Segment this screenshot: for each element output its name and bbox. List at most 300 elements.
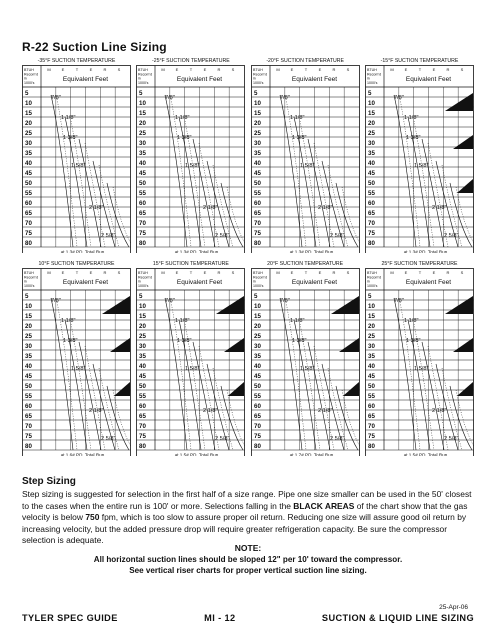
equivalent-feet-label: Equivalent Feet [62, 76, 109, 83]
row-value-label: 30 [139, 343, 147, 350]
pipe-size-label: 2 5/8" [215, 233, 230, 239]
pipe-size-label: 2 1/8" [317, 408, 333, 414]
row-value-label: 35 [253, 353, 261, 360]
row-value-label: 75 [367, 230, 375, 237]
row-value-label: 35 [139, 150, 147, 157]
row-value-label: 60 [139, 403, 147, 410]
low-velocity-black-area [457, 382, 473, 396]
row-value-label: 30 [367, 140, 375, 147]
size-boundary-curve [79, 139, 104, 247]
chart-frame [137, 269, 245, 457]
row-value-label: 55 [25, 190, 32, 197]
sizing-chart [22, 261, 131, 457]
dotted-curve [57, 302, 77, 450]
pipe-size-label: 1 1/8" [175, 115, 190, 121]
emphasis-text: 750 [85, 512, 100, 523]
pipe-size-label: 7/8" [51, 95, 61, 101]
btuh-label: BTUH [366, 68, 377, 72]
meters-letter: M [275, 270, 280, 275]
low-velocity-black-area [216, 296, 244, 314]
row-value-label: 45 [367, 373, 375, 380]
chart-footer: at 1.3# PD. Total Run [289, 249, 333, 253]
row-value-label: 30 [367, 343, 375, 350]
pipe-size-label: 1 3/8" [405, 338, 421, 344]
chart-footer: at 1.5# PD. Total Run [175, 452, 219, 456]
pipe-size-label: 1 3/8" [63, 338, 78, 344]
row-value-label: 40 [253, 363, 261, 370]
row-value-label: 80 [25, 240, 32, 247]
meters-letter: E [203, 67, 207, 72]
row-value-label: 65 [367, 210, 375, 217]
row-value-label: 80 [367, 240, 375, 247]
pipe-size-label: 7/8" [165, 95, 176, 101]
size-boundary-curve [193, 139, 218, 247]
meters-letter: E [404, 67, 408, 72]
meters-letter: S [346, 67, 349, 72]
row-value-label: 15 [139, 110, 147, 117]
size-boundary-curve [79, 342, 104, 450]
meters-letter: M [47, 270, 51, 275]
btuh-label: in [24, 279, 27, 284]
btuh-label: 1000's [24, 283, 35, 288]
equivalent-feet-label: Equivalent Feet [405, 76, 452, 83]
equivalent-feet-label: Equivalent Feet [291, 76, 337, 83]
btuh-label: BTUH [138, 271, 149, 275]
row-value-label: 60 [367, 403, 375, 410]
chart-footer: at 1.5# PD. Total Run [403, 452, 448, 456]
dotted-curve [171, 99, 191, 247]
row-value-label: 75 [25, 433, 32, 440]
row-value-label: 10 [367, 303, 375, 310]
row-value-label: 35 [25, 150, 32, 157]
meters-letter: R [332, 270, 336, 275]
chart-footer: at 1.6# PD. Total Run [60, 452, 105, 456]
meters-letter: R [103, 67, 107, 72]
chart-grid [251, 268, 360, 456]
row-value-label: 60 [25, 403, 32, 410]
equivalent-feet-label: Equivalent Feet [177, 279, 223, 286]
meters-letter: M [390, 270, 394, 275]
row-value-label: 50 [367, 383, 375, 390]
row-value-label: 55 [253, 190, 261, 197]
chart-title: 20°F SUCTION TEMPERATURE [267, 261, 344, 267]
meters-letter: E [89, 270, 93, 275]
btuh-label: 1000's [138, 283, 149, 288]
pipe-size-label: 1 1/8" [61, 115, 76, 121]
sizing-charts [22, 58, 474, 464]
chart-grid [22, 268, 131, 456]
pipe-size-label: 1 3/8" [291, 338, 307, 344]
row-value-label: 70 [253, 423, 261, 430]
btuh-label: 1000's [252, 80, 264, 85]
row-value-label: 65 [367, 413, 375, 420]
pipe-size-label: 1 3/8" [63, 135, 78, 141]
chart-row-bottom [22, 261, 474, 457]
row-value-label: 75 [367, 433, 375, 440]
row-value-label: 25 [253, 333, 261, 340]
row-value-label: 55 [253, 393, 261, 400]
btuh-label: Recom'd [138, 275, 153, 280]
row-value-label: 20 [253, 323, 261, 330]
meters-letter: E [432, 270, 436, 275]
btuh-label: Recom'd [252, 72, 267, 77]
low-velocity-black-area [228, 382, 244, 396]
row-value-label: 5 [25, 90, 29, 97]
chart-frame [251, 269, 359, 457]
meters-letter: E [203, 270, 207, 275]
meters-letter: S [117, 67, 121, 72]
chart-row-top [22, 58, 474, 254]
chart-title: -35°F SUCTION TEMPERATURE [37, 58, 116, 64]
row-value-label: 10 [139, 100, 147, 107]
low-velocity-black-area [445, 296, 473, 314]
dotted-curve [199, 143, 219, 247]
btuh-label: in [252, 76, 256, 81]
row-value-label: 70 [139, 423, 147, 430]
footer-page-number: MI - 12 [204, 613, 236, 623]
row-value-label: 5 [25, 293, 29, 300]
row-value-label: 75 [253, 433, 261, 440]
sizing-chart [22, 58, 131, 254]
chart-grid [136, 268, 245, 456]
row-value-label: 30 [253, 343, 261, 350]
meters-letter: E [61, 67, 65, 72]
row-value-label: 20 [139, 323, 147, 330]
chart-frame [23, 269, 131, 457]
chart-title: 10°F SUCTION TEMPERATURE [38, 261, 115, 267]
row-value-label: 40 [139, 363, 147, 370]
pipe-size-label: 1 1/8" [289, 318, 305, 324]
row-value-label: 75 [139, 433, 147, 440]
equivalent-feet-label: Equivalent Feet [405, 279, 452, 286]
meters-letter: S [117, 270, 121, 275]
row-value-label: 50 [25, 180, 32, 187]
row-value-label: 45 [253, 170, 261, 177]
row-value-label: 75 [25, 230, 32, 237]
pipe-size-label: 2 5/8" [329, 436, 345, 442]
btuh-label: in [24, 76, 27, 81]
size-boundary-curve [308, 139, 333, 247]
meters-letter: T [418, 270, 422, 275]
meters-letter: S [346, 270, 349, 275]
btuh-label: in [138, 279, 142, 284]
row-value-label: 65 [253, 413, 261, 420]
row-value-label: 75 [139, 230, 147, 237]
paragraph-text: Step sizing is suggested for selection in the first half of a size range. Pipe one size smaller can be used in the 50' closest to the cases when the entire run is 100' or more. Selections falling in the [22, 489, 472, 511]
dotted-curve [199, 346, 219, 450]
chart-frame [137, 66, 245, 254]
row-value-label: 80 [253, 240, 261, 247]
row-value-label: 25 [367, 130, 375, 137]
row-value-label: 40 [253, 160, 261, 167]
pipe-size-label: 1 1/8" [175, 318, 190, 324]
pipe-size-label: 2 1/8" [89, 408, 104, 414]
meters-letter: T [75, 270, 79, 275]
row-value-label: 60 [253, 403, 261, 410]
row-value-label: 45 [139, 170, 147, 177]
row-value-label: 5 [367, 90, 372, 97]
row-value-label: 5 [253, 293, 258, 300]
meters-letter: M [275, 67, 280, 72]
pipe-size-label: 1 3/8" [405, 135, 421, 141]
page-footer [22, 613, 474, 623]
page-title: R-22 Suction Line Sizing [22, 40, 167, 54]
row-value-label: 80 [139, 443, 147, 450]
size-boundary-curve [422, 342, 447, 450]
row-value-label: 55 [367, 190, 375, 197]
sizing-chart [251, 261, 360, 457]
btuh-label: 1000's [252, 283, 264, 288]
btuh-label: Recom'd [252, 275, 267, 280]
low-velocity-black-area [102, 296, 130, 314]
chart-grid [136, 65, 245, 253]
row-value-label: 40 [367, 363, 375, 370]
row-value-label: 75 [253, 230, 261, 237]
btuh-label: Recom'd [138, 72, 153, 77]
btuh-label: BTUH [24, 68, 34, 72]
row-value-label: 55 [139, 190, 147, 197]
meters-letter: E [89, 67, 93, 72]
row-value-label: 55 [367, 393, 375, 400]
meters-letter: T [190, 270, 193, 275]
row-value-label: 45 [367, 170, 375, 177]
emphasis-text: BLACK AREAS [293, 500, 355, 511]
row-value-label: 35 [367, 150, 375, 157]
step-sizing-paragraph [22, 489, 474, 547]
meters-letter: M [161, 67, 165, 72]
meters-letter: M [47, 67, 51, 72]
meters-letter: E [61, 270, 65, 275]
low-velocity-black-area [445, 93, 473, 111]
row-value-label: 70 [25, 220, 32, 227]
note-line-slope: All horizontal suction lines should be sloped 12" per 10' toward the compressor. [93, 555, 403, 564]
row-value-label: 25 [253, 130, 261, 137]
meters-letter: E [175, 67, 179, 72]
dotted-curve [314, 346, 334, 450]
row-value-label: 25 [139, 333, 147, 340]
note-title: NOTE: [234, 543, 262, 553]
size-boundary-curve [422, 139, 447, 247]
row-value-label: 5 [253, 90, 258, 97]
row-value-label: 25 [139, 130, 147, 137]
row-value-label: 55 [139, 393, 147, 400]
row-value-label: 60 [139, 200, 147, 207]
btuh-label: 1000's [138, 80, 149, 85]
footer-guide-name: TYLER SPEC GUIDE [22, 613, 118, 623]
sizing-chart [136, 261, 245, 457]
btuh-label: BTUH [252, 271, 263, 275]
chart-title: 15°F SUCTION TEMPERATURE [152, 261, 229, 267]
dotted-curve [400, 99, 420, 247]
dotted-curve [57, 99, 77, 247]
dotted-curve [286, 302, 306, 450]
chart-grid [22, 65, 131, 253]
meters-letter: E [432, 67, 436, 72]
btuh-label: BTUH [138, 68, 149, 72]
meters-letter: R [217, 67, 221, 72]
row-value-label: 80 [367, 443, 375, 450]
meters-letter: R [446, 270, 450, 275]
sizing-chart [251, 58, 360, 254]
meters-letter: E [404, 270, 408, 275]
size-boundary-curve [193, 342, 218, 450]
row-value-label: 30 [25, 343, 32, 350]
chart-title: 25°F SUCTION TEMPERATURE [381, 261, 458, 267]
row-value-label: 50 [253, 383, 261, 390]
dotted-curve [428, 346, 448, 450]
row-value-label: 35 [253, 150, 261, 157]
row-value-label: 15 [139, 313, 147, 320]
row-value-label: 70 [367, 220, 375, 227]
pipe-size-label: 2 5/8" [215, 436, 230, 442]
chart-title: -25°F SUCTION TEMPERATURE [151, 58, 230, 64]
row-value-label: 5 [139, 90, 143, 97]
row-value-label: 50 [367, 180, 375, 187]
row-value-label: 65 [139, 413, 147, 420]
pipe-size-label: 1 5/8" [71, 163, 86, 169]
pipe-size-label: 2 1/8" [89, 205, 104, 211]
row-value-label: 15 [253, 110, 261, 117]
btuh-label: BTUH [366, 271, 377, 275]
equivalent-feet-label: Equivalent Feet [177, 76, 223, 83]
row-value-label: 10 [253, 100, 261, 107]
sizing-chart [365, 261, 474, 457]
row-value-label: 15 [253, 313, 261, 320]
section-heading: Step Sizing [22, 476, 76, 487]
row-value-label: 70 [25, 423, 32, 430]
low-velocity-black-area [343, 382, 359, 396]
pipe-size-label: 7/8" [51, 298, 61, 304]
chart-footer: at 1.7# PD. Total Run [289, 452, 333, 456]
revision-date: 25-Apr-06 [439, 604, 468, 611]
meters-letter: S [231, 270, 235, 275]
row-value-label: 40 [367, 160, 375, 167]
meters-letter: E [318, 67, 321, 72]
chart-footer: at 1.3# PD. Total Run [175, 249, 219, 253]
row-value-label: 15 [25, 313, 32, 320]
row-value-label: 15 [367, 110, 375, 117]
pipe-size-label: 7/8" [393, 95, 404, 101]
low-velocity-black-area [331, 296, 359, 314]
row-value-label: 40 [25, 160, 32, 167]
chart-frame [23, 66, 131, 254]
row-value-label: 15 [367, 313, 375, 320]
chart-title: -20°F SUCTION TEMPERATURE [266, 58, 344, 64]
row-value-label: 45 [25, 373, 32, 380]
pipe-size-label: 1 1/8" [61, 318, 76, 324]
pipe-size-label: 1 1/8" [403, 115, 419, 121]
meters-letter: R [217, 270, 221, 275]
pipe-size-label: 2 5/8" [443, 233, 459, 239]
pipe-size-label: 1 3/8" [177, 338, 192, 344]
row-value-label: 70 [253, 220, 261, 227]
pipe-size-label: 2 5/8" [101, 436, 116, 442]
low-velocity-black-area [457, 179, 473, 193]
meters-letter: T [304, 67, 307, 72]
btuh-label: in [252, 279, 256, 284]
btuh-label: Recom'd [24, 275, 39, 280]
pipe-size-label: 7/8" [393, 298, 404, 304]
pipe-size-label: 7/8" [279, 298, 290, 304]
pipe-size-label: 1 3/8" [177, 135, 192, 141]
chart-title: -15°F SUCTION TEMPERATURE [380, 58, 459, 64]
btuh-label: in [366, 279, 370, 284]
pipe-size-label: 1 3/8" [291, 135, 307, 141]
row-value-label: 80 [253, 443, 261, 450]
chart-footer: at 1.3# PD. Total Run [403, 249, 448, 253]
btuh-label: Recom'd [366, 275, 382, 280]
paragraph-text: fpm, which is too slow to assure proper oil return. Reducing one size will assure good oil return by increasing velocity, but the added pressure drop will require greater refrigeration capacity. Be sure the compressor selection is adequate. [22, 512, 467, 546]
pipe-size-label: 1 1/8" [289, 115, 305, 121]
pipe-size-label: 7/8" [279, 95, 290, 101]
meters-letter: T [190, 67, 193, 72]
meters-letter: E [318, 270, 321, 275]
pipe-size-label: 1 5/8" [185, 366, 200, 372]
equivalent-feet-label: Equivalent Feet [291, 279, 337, 286]
row-value-label: 15 [25, 110, 32, 117]
row-value-label: 10 [25, 100, 32, 107]
pipe-size-label: 2 5/8" [101, 233, 116, 239]
row-value-label: 65 [25, 413, 32, 420]
pipe-size-label: 1 5/8" [71, 366, 86, 372]
row-value-label: 45 [253, 373, 261, 380]
equivalent-feet-label: Equivalent Feet [62, 279, 109, 286]
btuh-label: in [366, 76, 370, 81]
pipe-size-label: 2 1/8" [203, 205, 218, 211]
meters-letter: E [290, 67, 293, 72]
row-value-label: 65 [139, 210, 147, 217]
row-value-label: 80 [139, 240, 147, 247]
meters-letter: R [332, 67, 336, 72]
note-line-riser: See vertical riser charts for proper vertical suction line sizing. [129, 566, 367, 576]
row-value-label: 30 [253, 140, 261, 147]
chart-frame [365, 269, 473, 457]
row-value-label: 45 [139, 373, 147, 380]
dotted-curve [314, 143, 334, 247]
sizing-chart [365, 58, 474, 254]
row-value-label: 10 [367, 100, 375, 107]
note-block [22, 543, 474, 576]
size-boundary-curve [308, 342, 333, 450]
row-value-label: 30 [25, 140, 32, 147]
row-value-label: 35 [25, 353, 32, 360]
chart-frame [251, 66, 359, 254]
row-value-label: 50 [139, 383, 147, 390]
chart-grid [365, 65, 474, 253]
btuh-label: 1000's [24, 80, 35, 85]
row-value-label: 20 [25, 120, 32, 127]
row-value-label: 35 [139, 353, 147, 360]
meters-letter: T [75, 67, 79, 72]
row-value-label: 25 [25, 333, 32, 340]
btuh-label: 1000's [366, 283, 378, 288]
pipe-size-label: 2 1/8" [431, 205, 447, 211]
meters-letter: S [460, 270, 464, 275]
row-value-label: 10 [25, 303, 32, 310]
btuh-label: 1000's [366, 80, 378, 85]
meters-letter: R [446, 67, 450, 72]
pipe-size-label: 2 5/8" [443, 436, 459, 442]
row-value-label: 20 [253, 120, 261, 127]
row-value-label: 60 [253, 200, 261, 207]
row-value-label: 40 [139, 160, 147, 167]
row-value-label: 55 [25, 393, 32, 400]
footer-section-name: SUCTION & LIQUID LINE SIZING [321, 613, 474, 623]
sizing-chart [136, 58, 245, 254]
pipe-size-label: 2 5/8" [329, 233, 345, 239]
row-value-label: 40 [25, 363, 32, 370]
meters-letter: S [231, 67, 235, 72]
